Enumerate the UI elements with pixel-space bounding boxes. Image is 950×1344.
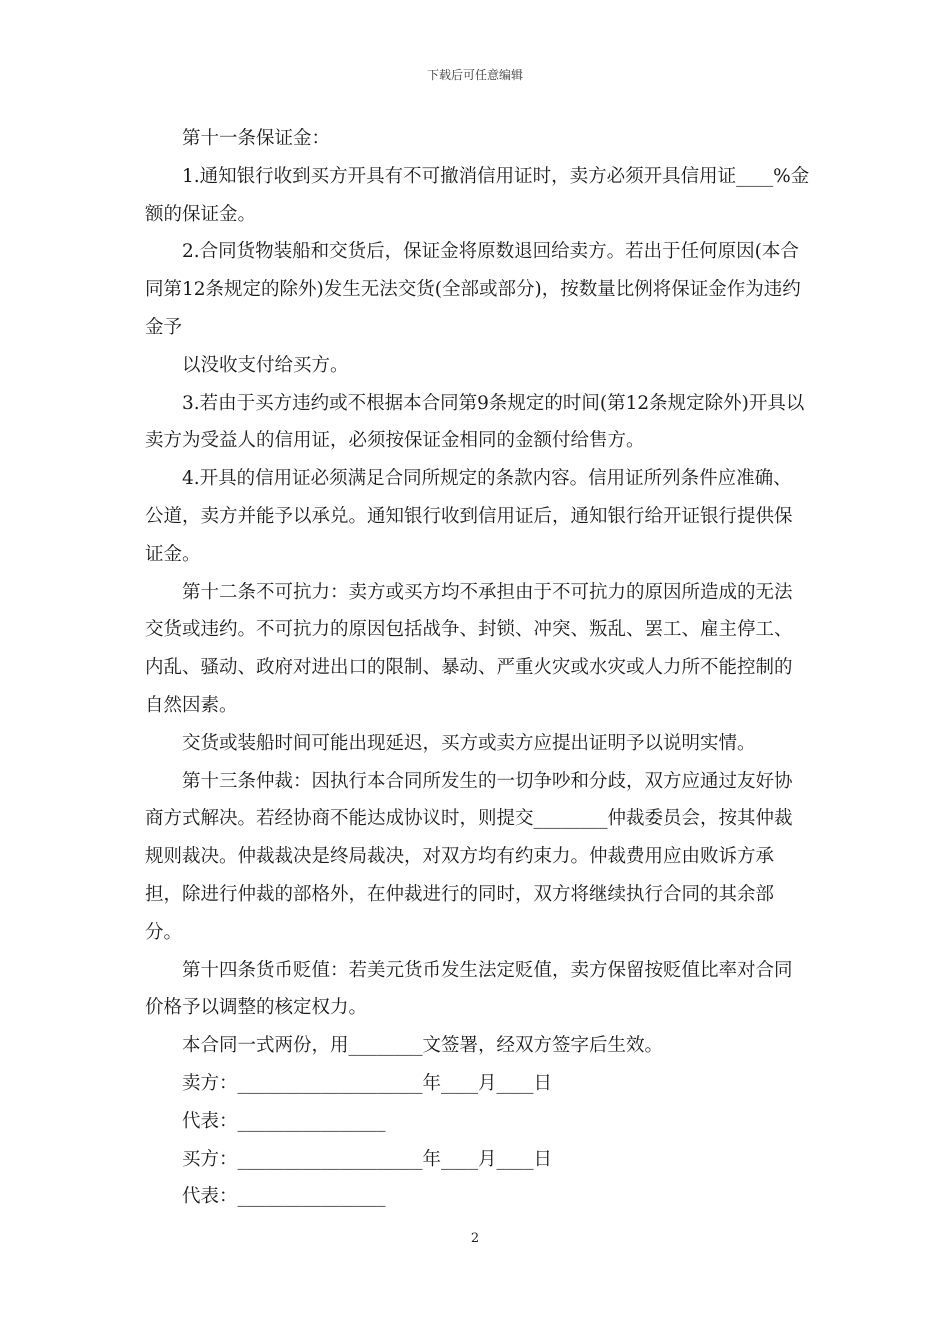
article-11-clause-2: 2.合同货物装船和交货后，保证金将原数退回给卖方。若出于任何原因(本合同第12条规定的除外)发生无法交货(全部或部分)，按数量比例将保证金作为违约金予 — [145, 241, 801, 338]
article-11-clause-2-continued: 以没收支付给买方。 — [182, 354, 349, 376]
article-12-force-majeure: 第十二条不可抗力：卖方或买方均不承担由于不可抗力的原因所造成的无法交货或违约。不可抗力的原因包括战争、封锁、冲突、叛乱、罢工、雇主停工、内乱、骚动、政府对进出口的限制、暴动、严重火灾或水灾或人力所不能控制的自然因素。 — [145, 581, 793, 716]
article-11-title: 第十一条保证金： — [182, 128, 331, 149]
buyer-representative-line: 代表：________________ — [182, 1186, 386, 1208]
article-12-delay-note: 交货或装船时间可能出现延迟，买方或卖方应提出证明予以说明实情。 — [182, 732, 756, 754]
article-11-clause-1: 1.通知银行收到买方开具有不可撤消信用证时，卖方必须开具信用证____%金额的保证金。 — [145, 165, 810, 225]
seller-signature-line: 卖方：____________________年____月____日 — [182, 1072, 553, 1094]
seller-representative-line: 代表：________________ — [182, 1110, 386, 1132]
article-13-arbitration: 第十三条仲裁：因执行本合同所发生的一切争吵和分歧，双方应通过友好协商方式解决。若经协商不能达成协议时，则提交________仲裁委员会，按其仲裁规则裁决。仲裁裁决是终局裁决，对双方均有约束力。仲裁费用应由败诉方承担，除进行仲裁的部格外，在仲裁进行的同时，双方将继续执行合同的其余部分。 — [145, 770, 793, 943]
document-body — [145, 120, 810, 1216]
article-11-clause-3: 3.若由于买方违约或不根据本合同第9条规定的时间(第12条规定除外)开具以卖方为受益人的信用证，必须按保证金相同的金额付给售方。 — [145, 392, 805, 452]
buyer-signature-line: 买方：____________________年____月____日 — [182, 1148, 553, 1170]
page-header: 下载后可任意编辑 — [426, 68, 523, 82]
article-14-currency: 第十四条货币贬值：若美元货币发生法定贬值，卖方保留按贬值比率对合同价格予以调整的核定权力。 — [145, 959, 793, 1019]
contract-copies-note: 本合同一式两份，用________文签署，经双方签字后生效。 — [182, 1035, 664, 1057]
page-number: 2 — [470, 1231, 480, 1246]
article-11-clause-4: 4.开具的信用证必须满足合同所规定的条款内容。信用证所列条件应准确、公道，卖方并能予以承兑。通知银行收到信用证后，通知银行给开证银行提供保证金。 — [145, 468, 793, 565]
